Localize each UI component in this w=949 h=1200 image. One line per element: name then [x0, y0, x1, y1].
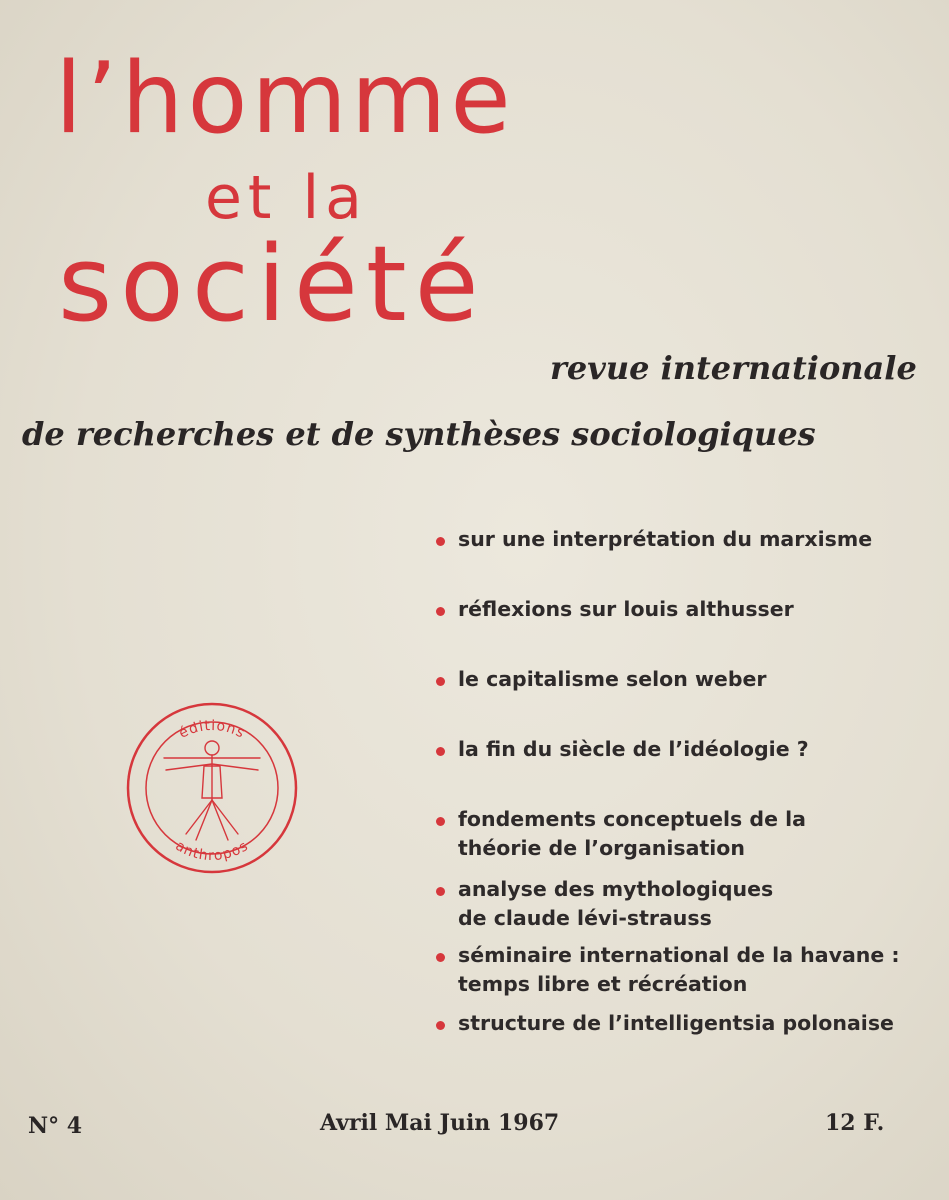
- toc-item-text-line-2: de claude lévi-strauss: [458, 906, 712, 930]
- bullet-icon: [436, 537, 445, 546]
- toc-item-text: réflexions sur louis althusser: [458, 597, 794, 621]
- bullet-icon: [436, 817, 445, 826]
- toc-item-text: structure de l’intelligentsia polonaise: [458, 1011, 894, 1035]
- bullet-icon: [436, 607, 445, 616]
- bullet-icon: [436, 1021, 445, 1030]
- emblem-bottom-text: anthropos: [172, 837, 252, 865]
- toc-item-text: la fin du siècle de l’idéologie ?: [458, 737, 809, 761]
- bullet-icon: [436, 953, 445, 962]
- toc-item-text: sur une interprétation du marxisme: [458, 527, 873, 551]
- title-line-2: et la: [205, 163, 368, 233]
- vitruvian-man-icon: [164, 741, 260, 840]
- toc-item-text-line-1: analyse des mythologiques: [458, 877, 774, 901]
- toc-item-text-line-1: fondements conceptuels de la: [458, 807, 806, 831]
- price: 12 F.: [825, 1110, 885, 1136]
- bullet-icon: [436, 747, 445, 756]
- emblem-top-text: éditions: [176, 717, 248, 742]
- bullet-icon: [436, 677, 445, 686]
- toc-item-text-line-1: séminaire international de la havane :: [458, 943, 900, 967]
- publisher-emblem: [124, 700, 300, 876]
- issue-date: Avril Mai Juin 1967: [320, 1110, 560, 1136]
- toc-item-text-line-2: temps libre et récréation: [458, 972, 748, 996]
- subtitle-line-2: de recherches et de synthèses sociologiques: [22, 415, 816, 453]
- title-line-3: société: [58, 223, 487, 345]
- toc-item-text-line-2: théorie de l’organisation: [458, 836, 745, 860]
- title-line-1: l’homme: [55, 42, 515, 156]
- issue-number: N° 4: [28, 1113, 83, 1139]
- toc-item-text: le capitalisme selon weber: [458, 667, 767, 691]
- subtitle-line-1: revue internationale: [550, 349, 917, 387]
- bullet-icon: [436, 887, 445, 896]
